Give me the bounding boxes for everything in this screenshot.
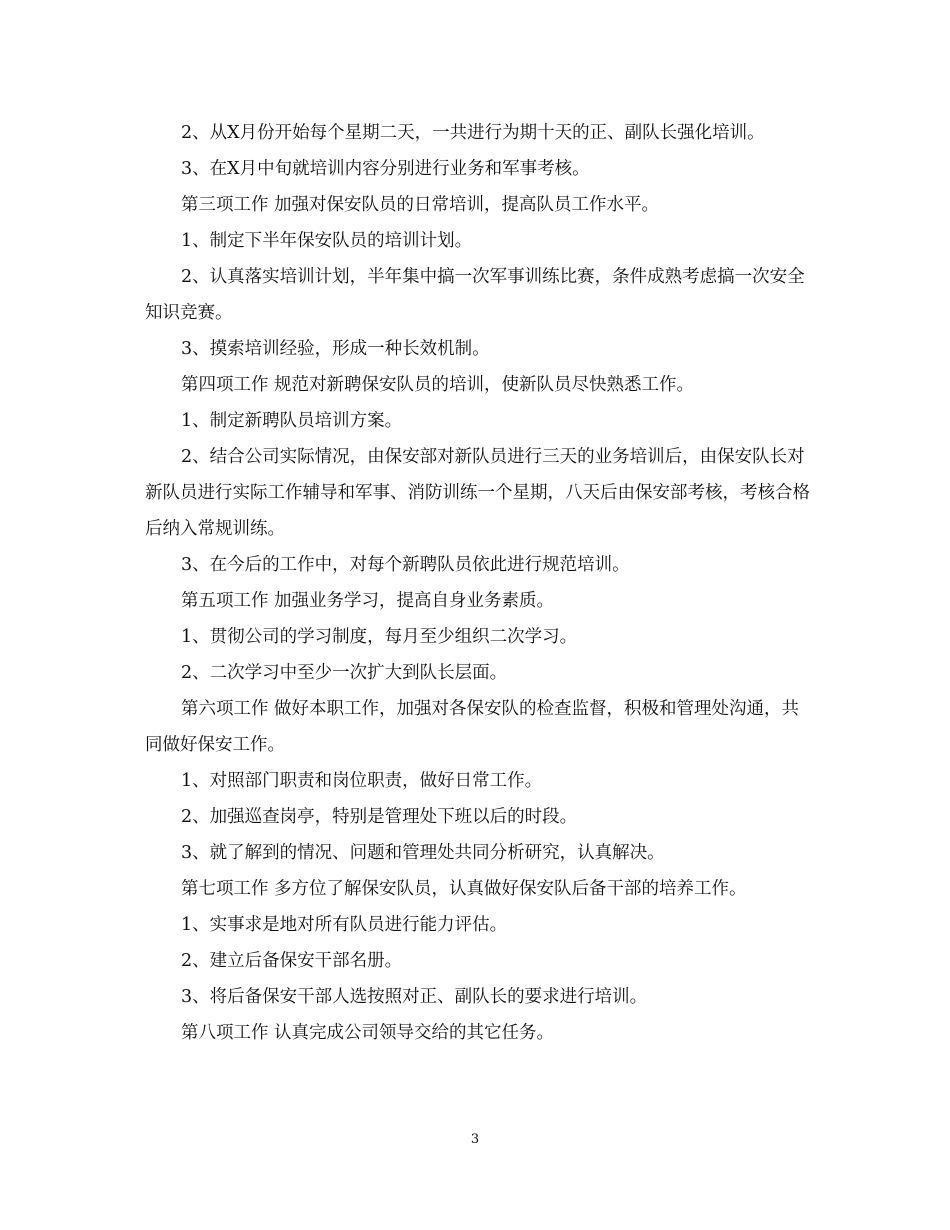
paragraph-19: 1、实事求是地对所有队员进行能力评估。 <box>181 915 508 935</box>
paragraph-1: 2、从X月份开始每个星期二天，一共进行为期十天的正、副队长强化培训。 <box>181 123 765 143</box>
paragraph-5: 2、认真落实培训计划，半年集中搞一次军事训练比赛，条件成熟考虑搞一次安全知识竞赛。 <box>145 267 805 323</box>
section-heading-3: 第三项工作 加强对保安队员的日常培训，提高队员工作水平。 <box>181 195 660 215</box>
section-heading-5: 第五项工作 加强业务学习，提高自身业务素质。 <box>181 591 555 611</box>
paragraph-21: 3、将后备保安干部人选按照对正、副队长的要求进行培训。 <box>181 987 648 1007</box>
paragraph-20: 2、建立后备保安干部名册。 <box>181 951 403 971</box>
paragraph-15: 1、对照部门职责和岗位职责，做好日常工作。 <box>181 771 543 791</box>
document-body <box>145 115 810 1051</box>
paragraph-8: 1、制定新聘队员培训方案。 <box>181 411 403 431</box>
section-heading-8: 第八项工作 认真完成公司领导交给的其它任务。 <box>181 1023 555 1043</box>
paragraph-4: 1、制定下半年保安队员的培训计划。 <box>181 231 473 251</box>
paragraph-9: 2、结合公司实际情况，由保安部对新队员进行三天的业务培训后，由保安队长对新队员进行实际工作辅导和军事、消防训练一个星期，八天后由保安部考核，考核合格后纳入常规训练。 <box>145 447 810 539</box>
section-heading-6: 第六项工作 做好本职工作，加强对各保安队的检查监督，积极和管理处沟通，共同做好保安工作。 <box>145 699 800 755</box>
paragraph-6: 3、摸索培训经验，形成一种长效机制。 <box>181 339 490 359</box>
paragraph-2: 3、在X月中旬就培训内容分别进行业务和军事考核。 <box>181 159 590 179</box>
section-heading-7: 第七项工作 多方位了解保安队员，认真做好保安队后备干部的培养工作。 <box>181 879 747 899</box>
section-heading-4: 第四项工作 规范对新聘保安队员的培训，使新队员尽快熟悉工作。 <box>181 375 695 395</box>
paragraph-13: 2、二次学习中至少一次扩大到队长层面。 <box>181 663 508 683</box>
page-number: 3 <box>470 1132 480 1147</box>
paragraph-12: 1、贯彻公司的学习制度，每月至少组织二次学习。 <box>181 627 578 647</box>
paragraph-16: 2、加强巡查岗亭，特别是管理处下班以后的时段。 <box>181 807 578 827</box>
paragraph-10: 3、在今后的工作中，对每个新聘队员依此进行规范培训。 <box>181 555 630 575</box>
paragraph-17: 3、就了解到的情况、问题和管理处共同分析研究，认真解决。 <box>181 843 665 863</box>
